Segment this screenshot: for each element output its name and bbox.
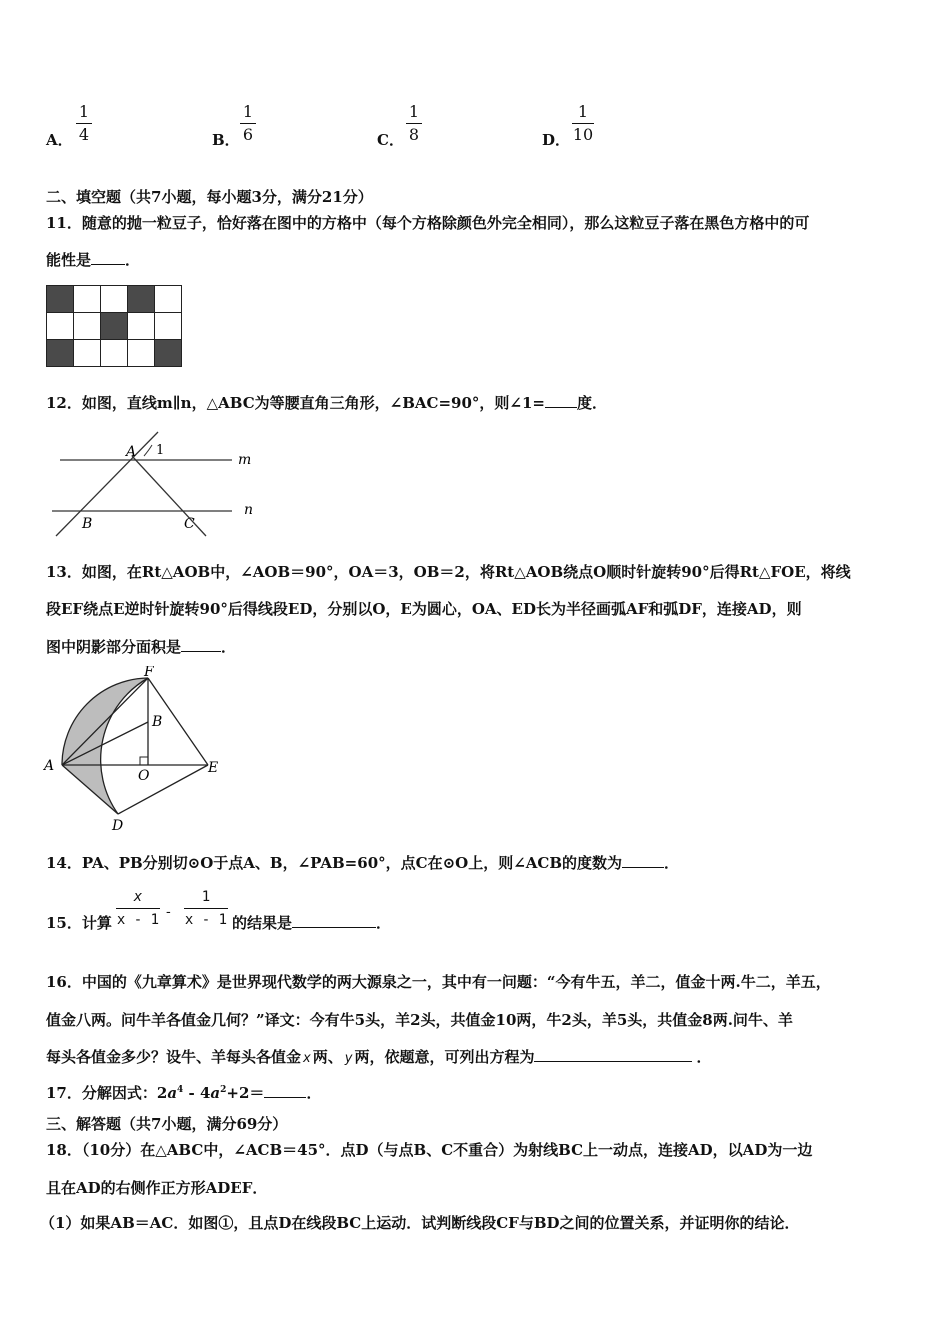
label-d: D xyxy=(112,818,124,834)
grid-cell-white xyxy=(155,313,182,340)
q13-end: ． xyxy=(221,638,237,656)
q14-answer-blank xyxy=(622,853,664,868)
label-b: B xyxy=(82,516,93,532)
option-c-den: 8 xyxy=(408,125,420,144)
q11-grid xyxy=(46,285,182,367)
grid-cell-black xyxy=(47,286,74,313)
q15-f1-num: x xyxy=(133,889,143,905)
q15-fraction2 xyxy=(184,888,228,929)
angle1-arc xyxy=(144,445,152,456)
option-c-fraction xyxy=(406,103,422,144)
option-a-den: 4 xyxy=(78,125,90,144)
label-m: m xyxy=(238,452,252,468)
option-a-fraction xyxy=(76,103,92,144)
label-c: C xyxy=(184,516,195,532)
q16-line2: 值金八两。问牛羊各值金几何？”译文：今有牛5头，羊2头，共值金10两，牛2头，羊5头，共值金8两.问牛、羊 xyxy=(46,1011,793,1029)
q11-line2-text: 能性是 xyxy=(46,251,92,269)
q13-answer-blank xyxy=(181,637,221,652)
q16-answer-blank xyxy=(534,1047,692,1062)
q15-answer-blank xyxy=(292,913,376,928)
q17-coef: 2 xyxy=(156,1084,168,1102)
grid-row xyxy=(47,340,182,367)
section3-heading: 三、解答题（共7小题，满分69分） xyxy=(46,1115,288,1133)
q17-var-a2: a xyxy=(210,1084,221,1102)
q16-line3a: 每头各值金多少？设牛、羊每头各值金 xyxy=(46,1048,302,1066)
q17-var-a: a xyxy=(167,1084,178,1102)
q18-line1: 18．（10分）在△ABC中，∠ACB＝45°．点D（与点B、C不重合）为射线BC上一动点，连接AD，以AD为一边 xyxy=(46,1141,813,1159)
q11-answer-blank xyxy=(91,250,125,265)
line-ab xyxy=(56,432,158,536)
q16-end: ． xyxy=(696,1048,712,1066)
right-angle-mark xyxy=(140,757,148,765)
q13-line3-text: 图中阴影部分面积是 xyxy=(46,638,182,656)
q15-fraction1 xyxy=(116,888,160,929)
label-o: O xyxy=(138,768,150,784)
grid-cell-black xyxy=(47,340,74,367)
q13-line3 xyxy=(46,636,236,657)
q11-line1: 11．随意的抛一粒豆子，恰好落在图中的方格中（每个方格除颜色外完全相同），那么这粒豆子落在黑色方格中的可 xyxy=(46,214,810,232)
grid-cell-white xyxy=(128,313,155,340)
q12-end: 度． xyxy=(577,394,608,412)
grid-cell-white xyxy=(74,340,101,367)
label-e: E xyxy=(208,760,219,776)
grid-cell-white xyxy=(74,286,101,313)
q17-end: ． xyxy=(306,1084,322,1102)
q15-f1-den: x - 1 xyxy=(116,912,160,928)
q14-text xyxy=(46,852,679,873)
q15-suffix-wrap xyxy=(232,912,391,933)
q18-line2: 且在AD的右侧作正方形ADEF． xyxy=(46,1179,268,1197)
q12-answer-blank xyxy=(545,393,577,408)
q17-text xyxy=(46,1082,321,1103)
option-b-label: B． xyxy=(212,131,240,149)
q14-question: 14．PA、PB分别切⊙O于点A、B，∠PAB=60°，点C在⊙O上，则∠ACB的度数为 xyxy=(46,854,623,872)
q15-minus: - xyxy=(166,904,171,920)
q12-question: 12．如图，直线m∥n，△ABC为等腰直角三角形，∠BAC=90°，则∠1= xyxy=(46,394,546,412)
q11-end: ． xyxy=(125,251,141,269)
q16-var-x: x xyxy=(303,1051,311,1066)
option-a-num: 1 xyxy=(78,102,90,121)
grid-row xyxy=(47,313,182,340)
grid-cell-black xyxy=(101,313,128,340)
q13-line1: 13．如图，在Rt△AOB中，∠AOB＝90°，OA＝3，OB＝2，将Rt△AOB绕点O顺时针旋转90°后得Rt△FOE，将线 xyxy=(46,563,851,581)
q17-answer-blank xyxy=(264,1083,306,1098)
option-d-den: 10 xyxy=(572,125,594,144)
grid-cell-white xyxy=(128,340,155,367)
label-b: B xyxy=(152,714,163,730)
option-d-label: D． xyxy=(542,131,571,149)
option-d-num: 1 xyxy=(577,102,589,121)
option-c-label: C． xyxy=(377,131,404,149)
q16-var-y: y xyxy=(344,1051,353,1066)
q16-line3b: 两、 xyxy=(312,1048,343,1066)
grid-cell-white xyxy=(74,313,101,340)
label-n: n xyxy=(244,502,254,518)
segment-de xyxy=(118,765,208,814)
q17-prefix: 17．分解因式： xyxy=(46,1084,157,1102)
q15-f2-num: 1 xyxy=(201,889,211,905)
q12-text xyxy=(46,392,607,413)
label-a: A xyxy=(44,758,55,774)
line-ac xyxy=(132,456,206,536)
label-1: 1 xyxy=(156,443,165,458)
grid-cell-white xyxy=(101,286,128,313)
grid-cell-white xyxy=(47,313,74,340)
q13-line2: 段EF绕点E逆时针旋转90°后得线段ED，分别以O，E为圆心，OA、ED长为半径画弧AF和弧DF，连接AD，则 xyxy=(46,600,802,618)
q15-end: ． xyxy=(376,914,392,932)
option-c-num: 1 xyxy=(408,102,420,121)
q11-line2 xyxy=(46,249,140,270)
grid-cell-white xyxy=(101,340,128,367)
q16-line3c: 两，依题意，可列出方程为 xyxy=(354,1048,535,1066)
label-a: A xyxy=(126,444,137,460)
q14-end: ． xyxy=(664,854,680,872)
option-b-num: 1 xyxy=(242,102,254,121)
q15-f2-den: x - 1 xyxy=(184,912,228,928)
q16-line3 xyxy=(46,1046,711,1067)
q17-tail: +2＝ xyxy=(226,1084,265,1102)
grid-cell-black xyxy=(155,340,182,367)
q15-suffix: 的结果是 xyxy=(232,914,293,932)
q13-figure xyxy=(40,666,230,836)
q17-exp2: 2 xyxy=(220,1085,227,1095)
q12-figure xyxy=(46,428,266,540)
grid-cell-white xyxy=(155,286,182,313)
shaded-region xyxy=(62,678,148,814)
q17-mid: - 4 xyxy=(183,1084,211,1102)
q16-line1: 16．中国的《九章算术》是世界现代数学的两大源泉之一，其中有一问题：“今有牛五，羊二，值金十两.牛二，羊五， xyxy=(46,973,831,991)
option-a-label: A． xyxy=(46,131,73,149)
option-b-fraction xyxy=(240,103,256,144)
option-b-den: 6 xyxy=(242,125,254,144)
grid-cell-black xyxy=(128,286,155,313)
q17-exp4: 4 xyxy=(177,1085,184,1095)
q18-sub1: （1）如果AB＝AC．如图①，且点D在线段BC上运动．试判断线段CF与BD之间的位置关系，并证明你的结论． xyxy=(40,1214,800,1232)
grid-row xyxy=(47,286,182,313)
label-f: F xyxy=(144,666,154,680)
option-d-fraction xyxy=(572,103,594,144)
q15-prefix: 15．计算 xyxy=(46,914,112,932)
section2-heading: 二、填空题（共7小题，每小题3分，满分21分） xyxy=(46,188,373,206)
